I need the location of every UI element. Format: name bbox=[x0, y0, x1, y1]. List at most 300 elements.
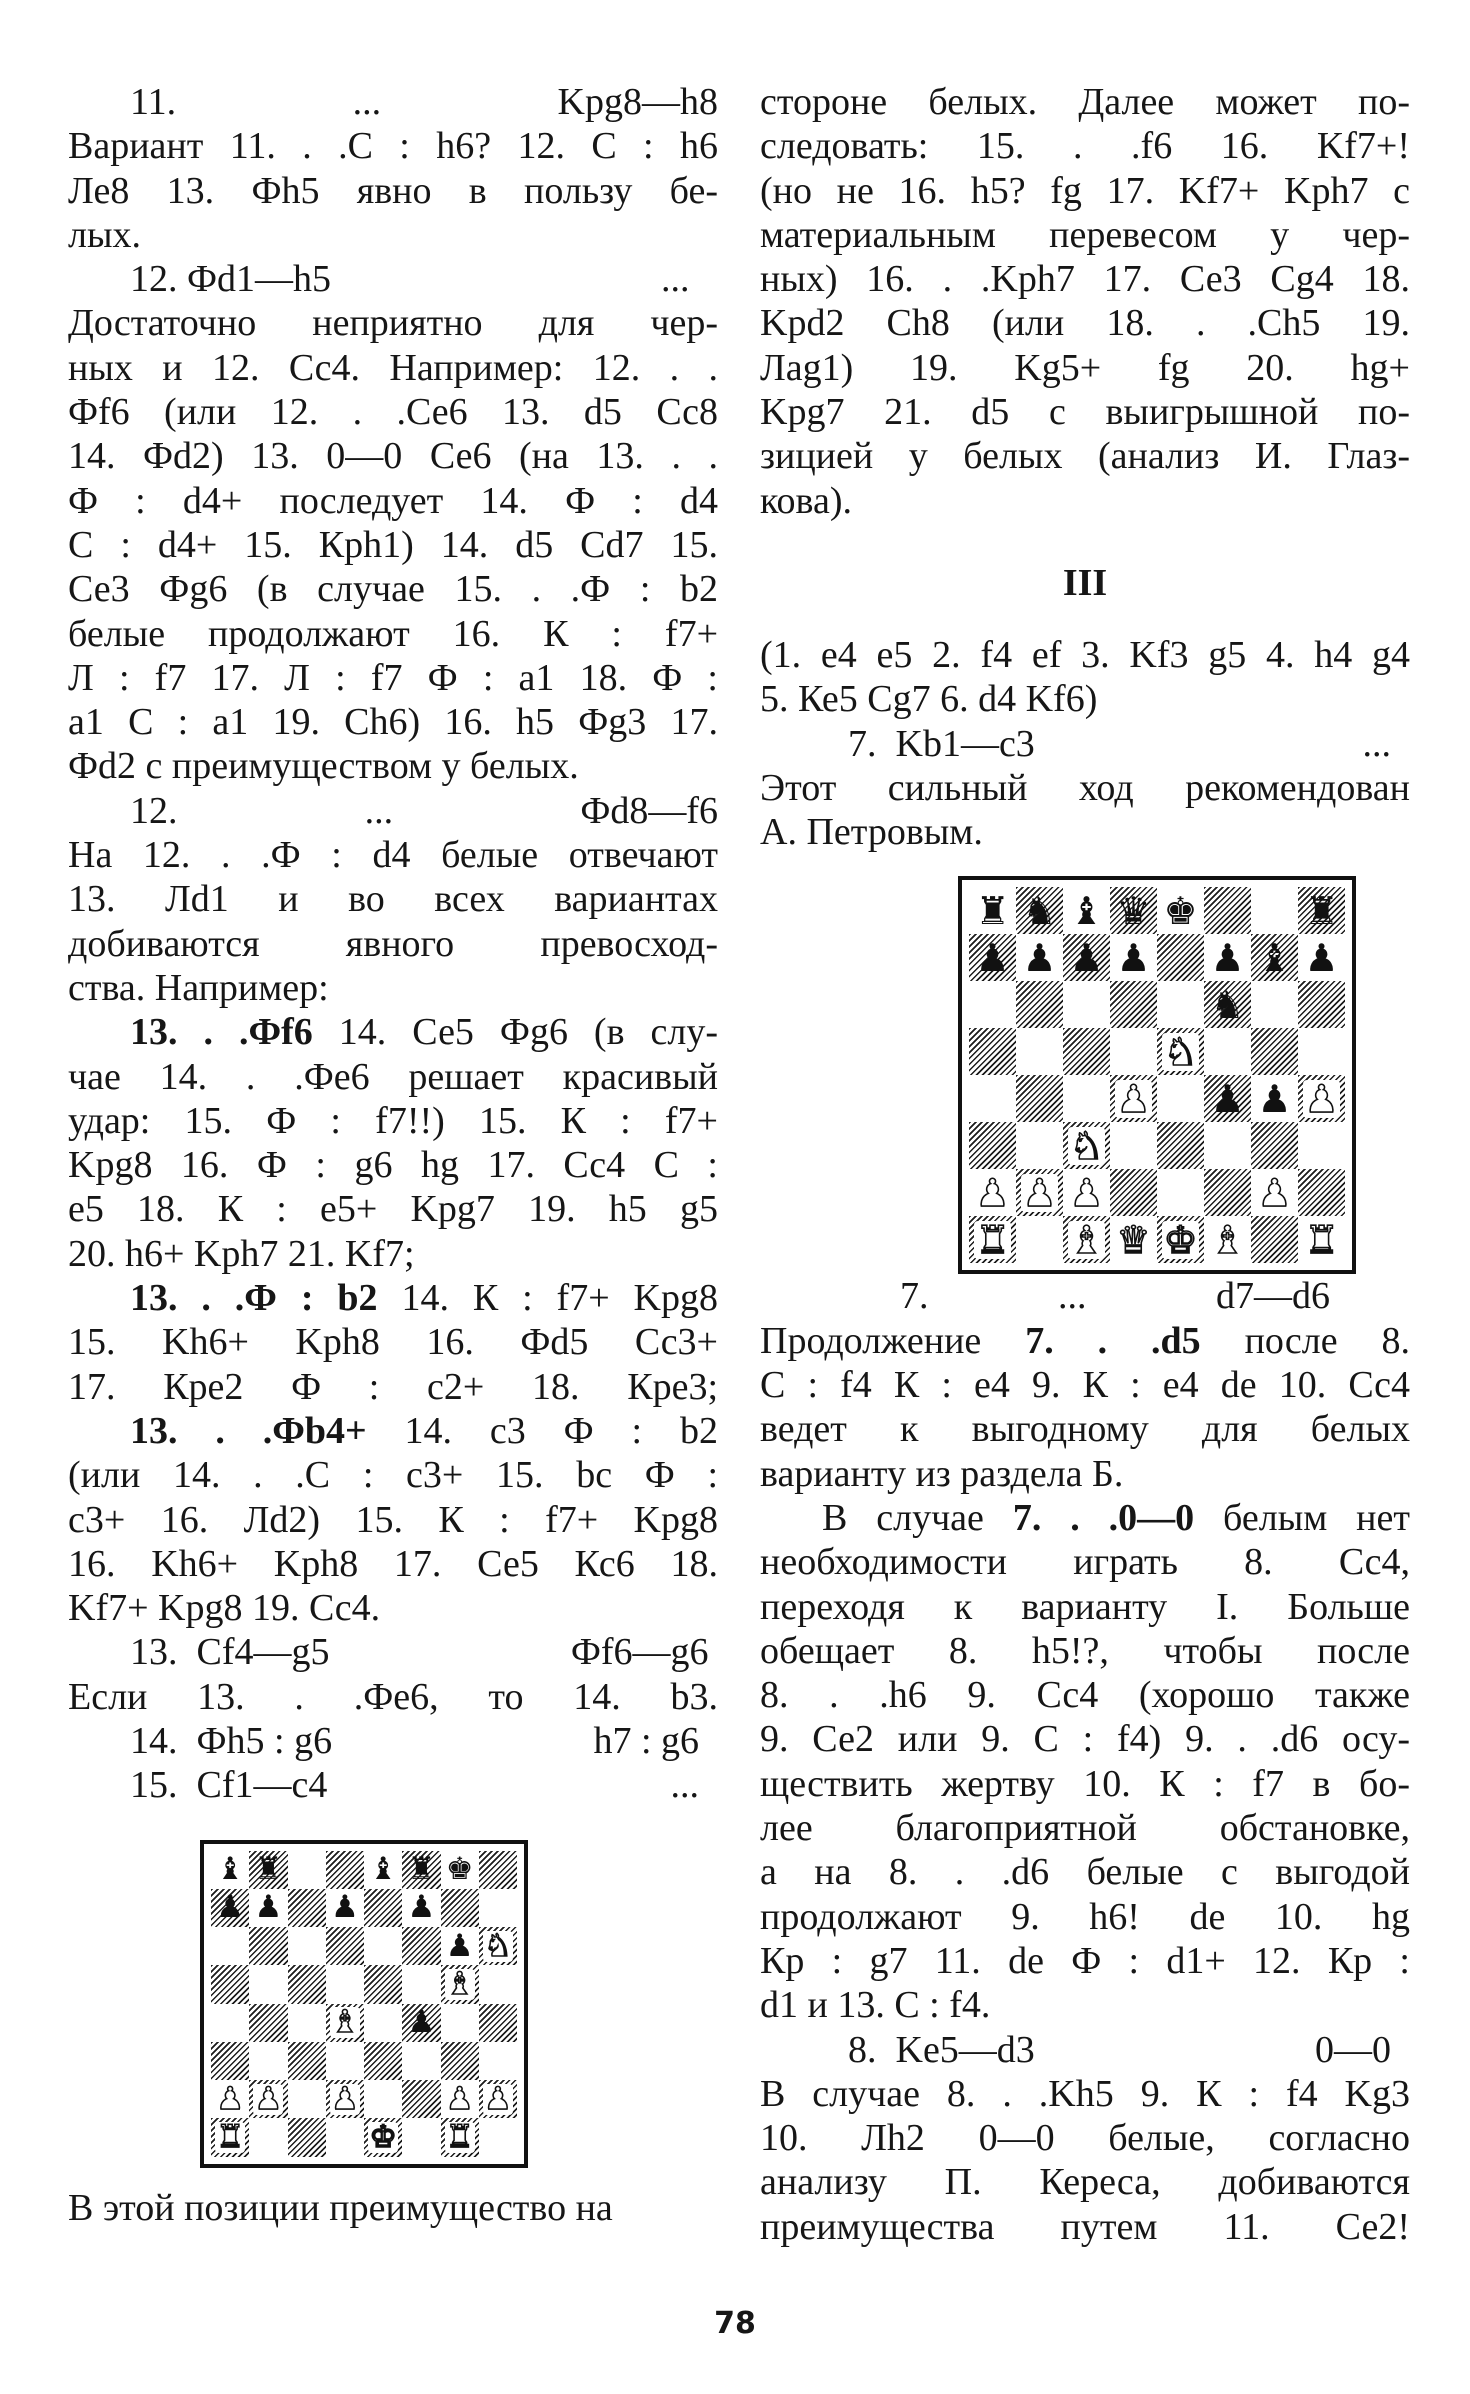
text-line bbox=[68, 2186, 718, 2230]
board-square bbox=[249, 1965, 287, 2003]
board-square bbox=[1110, 981, 1157, 1028]
white-knight-icon: ♞ bbox=[1069, 1123, 1104, 1168]
line-text: Kpg7 21. d5 с выигрышной по- bbox=[760, 391, 1410, 434]
text-line bbox=[68, 1320, 718, 1364]
text-line bbox=[760, 124, 1410, 168]
line-text: лее благоприятной обстановке, bbox=[760, 1807, 1410, 1850]
board-square bbox=[364, 1851, 402, 1889]
text-line bbox=[68, 1143, 718, 1187]
board-square bbox=[1016, 1216, 1063, 1263]
board-square bbox=[1157, 1028, 1204, 1075]
black-pawn-icon: ♟ bbox=[1257, 1076, 1292, 1121]
board-square bbox=[326, 2118, 364, 2156]
black-rook-icon: ♜ bbox=[1304, 888, 1339, 933]
line-text: ществить жертву 10. К : f7 в бо- bbox=[760, 1762, 1410, 1805]
board-square bbox=[402, 1965, 440, 2003]
white-queen-icon: ♛ bbox=[1116, 1217, 1151, 1262]
board-square bbox=[479, 2118, 517, 2156]
board-square bbox=[364, 1927, 402, 1965]
text-line bbox=[760, 80, 1410, 124]
board-square bbox=[211, 1965, 249, 2003]
line-text: (но не 16. h5? fg 17. Kf7+ Kph7 с bbox=[760, 169, 1410, 212]
text-line bbox=[760, 2116, 1410, 2160]
text-line bbox=[760, 1540, 1410, 1584]
line-text: Ле8 13. Фh5 явно в пользу бе- bbox=[68, 169, 718, 212]
line-text: 17. Кре2 Ф : с2+ 18. Кре3; bbox=[68, 1365, 718, 1408]
text-line bbox=[760, 346, 1410, 390]
text-line bbox=[760, 301, 1410, 345]
line-text: следовать: 15. . .f6 16. Kf7+! bbox=[760, 125, 1410, 168]
move-part: 7. bbox=[900, 1275, 929, 1318]
line-text: 20. h6+ Kph7 21. Kf7; bbox=[68, 1232, 415, 1275]
board-square bbox=[364, 1889, 402, 1927]
board-square bbox=[441, 1889, 479, 1927]
text-line bbox=[68, 833, 718, 877]
line-text: белым нет bbox=[1194, 1496, 1410, 1539]
text-line bbox=[68, 1099, 718, 1143]
line-text: Кр : g7 11. de Ф : d1+ 12. Кр : bbox=[760, 1939, 1410, 1982]
black-pawn-icon: ♟ bbox=[1116, 935, 1151, 980]
board-square bbox=[364, 2042, 402, 2080]
line-text: В случае 8. . .Kh5 9. К : f4 Kg3 bbox=[760, 2072, 1410, 2115]
board-square bbox=[1298, 981, 1345, 1028]
line-text: С : d4+ 15. Кph1) 14. d5 Cd7 15. bbox=[68, 523, 718, 566]
board-square bbox=[402, 2004, 440, 2042]
white-pawn-icon: ♟ bbox=[1069, 1170, 1104, 1215]
white-bishop-icon: ♝ bbox=[445, 1965, 474, 2002]
line-text: Л : f7 17. Л : f7 Ф : a1 18. Ф : bbox=[68, 656, 718, 699]
left-text-top bbox=[68, 80, 718, 1808]
line-text: кова). bbox=[760, 479, 852, 522]
text-line bbox=[760, 1629, 1410, 1673]
line-text: Kpg8 16. Ф : g6 hg 17. Сс4 С : bbox=[68, 1144, 718, 1187]
move-part: 12. bbox=[130, 789, 178, 832]
board-square bbox=[1251, 934, 1298, 981]
text-line bbox=[760, 1407, 1410, 1451]
line-text: Ф : d4+ последует 14. Ф : d4 bbox=[68, 479, 718, 522]
black-bishop-icon: ♝ bbox=[216, 1851, 245, 1888]
black-pawn-icon: ♟ bbox=[1069, 935, 1104, 980]
text-line bbox=[68, 1232, 718, 1276]
bold-move: 13. . .Фf6 bbox=[130, 1011, 313, 1054]
board-square bbox=[1204, 1122, 1251, 1169]
board-square bbox=[969, 934, 1016, 981]
text-line bbox=[68, 390, 718, 434]
chess-diagram-position-after-7-kb1-c3 bbox=[958, 876, 1356, 1274]
move-part: d7—d6 bbox=[1216, 1275, 1330, 1318]
board-square bbox=[1251, 1216, 1298, 1263]
black-pawn-icon: ♟ bbox=[1304, 935, 1339, 980]
board-square bbox=[969, 1028, 1016, 1075]
white-bishop-icon: ♝ bbox=[1069, 1217, 1104, 1262]
board-square bbox=[211, 2042, 249, 2080]
board-square bbox=[326, 2004, 364, 2042]
board-square bbox=[969, 887, 1016, 934]
line-text: Если 13. . .Фе6, то 14. b3. bbox=[68, 1675, 718, 1718]
board-square bbox=[1063, 1028, 1110, 1075]
board-square bbox=[1157, 934, 1204, 981]
black-pawn-icon: ♟ bbox=[407, 1889, 436, 1926]
board-square bbox=[288, 2080, 326, 2118]
board-square bbox=[402, 1851, 440, 1889]
line-text-prefix: Продолжение bbox=[760, 1319, 1026, 1362]
board-square bbox=[249, 2118, 287, 2156]
line-text: ведет к выгодному для белых bbox=[760, 1408, 1410, 1451]
left-column bbox=[68, 80, 718, 2230]
board-square bbox=[479, 1965, 517, 2003]
board-square bbox=[1110, 887, 1157, 934]
text-line bbox=[760, 1806, 1410, 1850]
board-square bbox=[1016, 887, 1063, 934]
move-part: 11. bbox=[130, 81, 177, 123]
move-part: Фd8—f6 bbox=[580, 789, 718, 832]
board-square bbox=[479, 1927, 517, 1965]
text-line bbox=[760, 1717, 1410, 1761]
move-part: ... bbox=[1058, 1275, 1087, 1318]
white-bishop-icon: ♝ bbox=[1210, 1217, 1245, 1262]
text-line bbox=[68, 656, 718, 700]
line-text: а на 8. . .d6 белые с выгодой bbox=[760, 1851, 1410, 1894]
line-text: (или 14. . .С : с3+ 15. bc Ф : bbox=[68, 1454, 718, 1497]
board-square bbox=[1157, 887, 1204, 934]
board-square bbox=[326, 1927, 364, 1965]
text-line bbox=[760, 2205, 1410, 2249]
board-square bbox=[479, 1851, 517, 1889]
black-pawn-icon: ♟ bbox=[1022, 935, 1057, 980]
board-square bbox=[1298, 1169, 1345, 1216]
board-square bbox=[364, 2004, 402, 2042]
line-text: 14. Фd2) 13. 0—0 Се6 (на 13. . . bbox=[68, 435, 718, 478]
text-line bbox=[760, 1939, 1410, 1983]
text-line bbox=[760, 553, 1410, 613]
board-square bbox=[402, 2080, 440, 2118]
board-square bbox=[364, 2118, 402, 2156]
text-line bbox=[68, 744, 718, 788]
line-text: переходя к варианту I. Больше bbox=[760, 1585, 1410, 1628]
board-square bbox=[1298, 1216, 1345, 1263]
move-part: 14. Фh5 : g6 bbox=[130, 1719, 333, 1762]
text-line bbox=[760, 810, 1410, 854]
white-knight-icon: ♞ bbox=[483, 1927, 512, 1964]
board-square bbox=[1204, 934, 1251, 981]
board-square bbox=[364, 1965, 402, 2003]
board-square bbox=[211, 1851, 249, 1889]
text-line bbox=[760, 2028, 1410, 2072]
text-line bbox=[68, 213, 718, 257]
board-square bbox=[1157, 1216, 1204, 1263]
board-grid bbox=[969, 887, 1345, 1263]
board-square bbox=[288, 2042, 326, 2080]
board-square bbox=[326, 1851, 364, 1889]
text-line bbox=[760, 2072, 1410, 2116]
line-text: Вариант 11. . .С : h6? 12. С : h6 bbox=[68, 125, 718, 168]
white-pawn-icon: ♟ bbox=[1304, 1076, 1339, 1121]
line-text: лых. bbox=[68, 213, 141, 256]
text-line bbox=[68, 1187, 718, 1231]
board-square bbox=[441, 2080, 479, 2118]
line-text: Лag1) 19. Kg5+ fg 20. hg+ bbox=[760, 346, 1410, 389]
line-text: 5. Ке5 Cg7 6. d4 Kf6) bbox=[760, 678, 1098, 721]
board-square bbox=[249, 2042, 287, 2080]
black-rook-icon: ♜ bbox=[254, 1851, 283, 1888]
text-line bbox=[68, 966, 718, 1010]
text-line bbox=[760, 677, 1410, 721]
text-line bbox=[68, 1010, 718, 1054]
board-square bbox=[249, 2004, 287, 2042]
board-square bbox=[326, 1965, 364, 2003]
board-square bbox=[1016, 1028, 1063, 1075]
line-text: ных и 12. Сс4. Например: 12. . . bbox=[68, 346, 718, 389]
black-pawn-icon: ♟ bbox=[216, 1889, 245, 1926]
right-column bbox=[760, 80, 1410, 2249]
line-text: 14. Се5 Фg6 (в слу- bbox=[312, 1011, 719, 1054]
bold-move: 13. . .Ф : b2 bbox=[130, 1277, 378, 1320]
line-text: с3+ 16. Лd2) 15. К : f7+ Kpg8 bbox=[68, 1498, 718, 1541]
board-square bbox=[1251, 1122, 1298, 1169]
black-bishop-icon: ♝ bbox=[1257, 935, 1292, 980]
white-pawn-icon: ♟ bbox=[1257, 1170, 1292, 1215]
white-pawn-icon: ♟ bbox=[975, 1170, 1010, 1215]
move-part: ... bbox=[661, 258, 718, 301]
board-square bbox=[1063, 981, 1110, 1028]
text-line bbox=[760, 1319, 1410, 1363]
text-line bbox=[760, 1983, 1410, 2027]
board-square bbox=[249, 2080, 287, 2118]
white-rook-icon: ♜ bbox=[1304, 1217, 1339, 1262]
text-line bbox=[760, 722, 1410, 766]
white-rook-icon: ♜ bbox=[975, 1217, 1010, 1262]
left-text-bottom bbox=[68, 2186, 718, 2230]
move-part: 13. Cf4—g5 bbox=[130, 1631, 330, 1674]
move-part: 7. Kb1—c3 bbox=[848, 722, 1035, 765]
board-square bbox=[1298, 1028, 1345, 1075]
board-square bbox=[1204, 1075, 1251, 1122]
text-line bbox=[68, 1763, 718, 1807]
board-square bbox=[288, 1851, 326, 1889]
text-line bbox=[68, 789, 718, 833]
text-line bbox=[68, 1365, 718, 1409]
board-square bbox=[1063, 1216, 1110, 1263]
move-part: 15. Cf1—c4 bbox=[130, 1764, 328, 1807]
text-line bbox=[68, 1498, 718, 1542]
line-text-prefix: В случае bbox=[822, 1496, 1013, 1539]
text-line bbox=[68, 567, 718, 611]
board-square bbox=[1251, 1075, 1298, 1122]
board-square bbox=[1157, 1122, 1204, 1169]
line-text: III bbox=[1062, 561, 1108, 604]
move-part: ... bbox=[352, 81, 382, 123]
board-square bbox=[211, 2080, 249, 2118]
board-square bbox=[211, 1889, 249, 1927]
text-line bbox=[760, 2160, 1410, 2204]
text-line bbox=[760, 479, 1410, 523]
white-pawn-icon: ♟ bbox=[1116, 1076, 1151, 1121]
line-text: материальным перевесом у чер- bbox=[760, 213, 1410, 256]
board-square bbox=[1016, 1122, 1063, 1169]
line-text: (1. е4 е5 2. f4 ef 3. Kf3 g5 4. h4 g4 bbox=[760, 633, 1410, 676]
white-pawn-icon: ♟ bbox=[483, 2080, 512, 2117]
black-knight-icon: ♞ bbox=[1022, 888, 1057, 933]
text-line bbox=[760, 1762, 1410, 1806]
chess-diagram-position-after-15-cf1-c4 bbox=[200, 1840, 528, 2168]
board-square bbox=[1157, 981, 1204, 1028]
line-text: белые продолжают 16. К : f7+ bbox=[68, 612, 718, 655]
white-king-icon: ♚ bbox=[1163, 1217, 1198, 1262]
text-line bbox=[760, 1895, 1410, 1939]
text-line bbox=[68, 479, 718, 523]
board-square bbox=[969, 981, 1016, 1028]
board-square bbox=[326, 1889, 364, 1927]
line-text: добиваются явного превосход- bbox=[68, 922, 718, 965]
move-part: Kpg8—h8 bbox=[557, 81, 718, 123]
line-text: 10. Лh2 0—0 белые, согласно bbox=[760, 2117, 1410, 2160]
board-square bbox=[1157, 1075, 1204, 1122]
board-square bbox=[1204, 887, 1251, 934]
board-square bbox=[1016, 934, 1063, 981]
line-text: обещает 8. h5!?, чтобы после bbox=[760, 1629, 1410, 1672]
bold-move: 13. . .Фb4+ bbox=[130, 1409, 367, 1452]
board-square bbox=[1251, 1028, 1298, 1075]
text-line bbox=[68, 169, 718, 213]
white-pawn-icon: ♟ bbox=[330, 2080, 359, 2117]
text-line bbox=[68, 346, 718, 390]
line-text: 14. с3 Ф : b2 bbox=[366, 1409, 718, 1452]
board-square bbox=[326, 2042, 364, 2080]
text-line bbox=[68, 1409, 718, 1453]
board-square bbox=[288, 1927, 326, 1965]
text-line bbox=[760, 1496, 1410, 1540]
line-text: Kf7+ Kpg8 19. Сс4. bbox=[68, 1587, 381, 1630]
text-line bbox=[68, 523, 718, 567]
board-square bbox=[441, 2118, 479, 2156]
board-square bbox=[211, 1927, 249, 1965]
line-text: ства. Например: bbox=[68, 966, 329, 1009]
line-text: 14. К : f7+ Kpg8 bbox=[377, 1277, 718, 1320]
text-line bbox=[68, 1276, 718, 1320]
board-square bbox=[1110, 1169, 1157, 1216]
text-line bbox=[68, 612, 718, 656]
board-square bbox=[1298, 1075, 1345, 1122]
board-square bbox=[441, 1965, 479, 2003]
black-bishop-icon: ♝ bbox=[369, 1851, 398, 1888]
text-line bbox=[760, 434, 1410, 478]
text-line bbox=[68, 1542, 718, 1586]
white-pawn-icon: ♟ bbox=[1022, 1170, 1057, 1215]
line-text: А. Петровым. bbox=[760, 811, 983, 854]
text-line bbox=[68, 434, 718, 478]
line-text: С : f4 К : е4 9. К : е4 de 10. Сс4 bbox=[760, 1364, 1410, 1407]
board-square bbox=[1204, 981, 1251, 1028]
board-square bbox=[1063, 1169, 1110, 1216]
board-square bbox=[288, 2004, 326, 2042]
board-square bbox=[969, 1216, 1016, 1263]
board-square bbox=[1110, 1216, 1157, 1263]
board-square bbox=[479, 2004, 517, 2042]
black-pawn-icon: ♟ bbox=[330, 1889, 359, 1926]
board-square bbox=[1110, 1075, 1157, 1122]
text-line bbox=[760, 390, 1410, 434]
black-rook-icon: ♜ bbox=[407, 1851, 436, 1888]
board-square bbox=[1204, 1216, 1251, 1263]
white-rook-icon: ♜ bbox=[216, 2118, 245, 2155]
text-line bbox=[68, 922, 718, 966]
text-line bbox=[760, 766, 1410, 810]
text-line bbox=[68, 1453, 718, 1497]
move-part: ... bbox=[670, 1764, 718, 1807]
board-square bbox=[288, 1965, 326, 2003]
board-square bbox=[479, 2042, 517, 2080]
board-square bbox=[1251, 887, 1298, 934]
line-text: На 12. . .Ф : d4 белые отвечают bbox=[68, 834, 718, 877]
text-line bbox=[68, 257, 718, 301]
line-text: анализу П. Кереса, добиваются bbox=[760, 2161, 1410, 2204]
line-text: Фd2 с преимуществом у белых. bbox=[68, 745, 579, 788]
line-text: d1 и 13. С : f4. bbox=[760, 1984, 991, 2027]
line-text: 8. . .h6 9. Сс4 (хорошо также bbox=[760, 1674, 1410, 1717]
board-square bbox=[441, 2004, 479, 2042]
text-line bbox=[760, 213, 1410, 257]
line-text: 13. Лd1 и во всех вариантах bbox=[68, 878, 718, 921]
line-text: a1 С : a1 19. Ch6) 16. h5 Фg3 17. bbox=[68, 701, 718, 744]
right-text-bottom bbox=[760, 1274, 1410, 2249]
board-square bbox=[249, 1927, 287, 1965]
text-line bbox=[68, 700, 718, 744]
text-line bbox=[68, 877, 718, 921]
black-pawn-icon: ♟ bbox=[1210, 935, 1245, 980]
line-text: В этой позиции преимущество на bbox=[68, 2186, 613, 2229]
text-line bbox=[760, 257, 1410, 301]
board-square bbox=[479, 2080, 517, 2118]
black-pawn-icon: ♟ bbox=[254, 1889, 283, 1926]
line-text: ных) 16. . .Kph7 17. Се3 Сg4 18. bbox=[760, 258, 1410, 301]
text-line bbox=[68, 80, 718, 124]
white-knight-icon: ♞ bbox=[1163, 1029, 1198, 1074]
black-king-icon: ♚ bbox=[1163, 888, 1198, 933]
board-square bbox=[288, 2118, 326, 2156]
text-line bbox=[68, 1055, 718, 1099]
board-square bbox=[402, 2042, 440, 2080]
black-pawn-icon: ♟ bbox=[1210, 1076, 1245, 1121]
move-part: 12. Фd1—h5 bbox=[130, 258, 332, 301]
board-square bbox=[441, 1927, 479, 1965]
white-king-icon: ♚ bbox=[369, 2118, 398, 2155]
black-queen-icon: ♛ bbox=[1116, 888, 1151, 933]
board-square bbox=[1298, 887, 1345, 934]
line-text: преимущества путем 11. Се2! bbox=[760, 2205, 1410, 2248]
line-text: удар: 15. Ф : f7!!) 15. К : f7+ bbox=[68, 1099, 718, 1142]
text-line bbox=[760, 633, 1410, 677]
line-text: 15. Kh6+ Kph8 16. Фd5 Сс3+ bbox=[68, 1321, 718, 1364]
board-square bbox=[1063, 887, 1110, 934]
line-text: Фf6 (или 12. . .Се6 13. d5 Сс8 bbox=[68, 391, 718, 434]
line-text: стороне белых. Далее может по- bbox=[760, 81, 1410, 123]
board-grid bbox=[211, 1851, 517, 2157]
line-text: продолжают 9. h6! de 10. hg bbox=[760, 1895, 1410, 1938]
board-square bbox=[969, 1075, 1016, 1122]
move-part: 8. Ke5—d3 bbox=[848, 2028, 1035, 2071]
board-square bbox=[1063, 1122, 1110, 1169]
move-part: ... bbox=[364, 789, 394, 832]
black-knight-icon: ♞ bbox=[1210, 982, 1245, 1027]
board-square bbox=[441, 2042, 479, 2080]
white-rook-icon: ♜ bbox=[445, 2118, 474, 2155]
line-text: Kpd2 Ch8 (или 18. . .Ch5 19. bbox=[760, 302, 1410, 345]
bold-move: 7. . .0—0 bbox=[1012, 1496, 1195, 1539]
line-text: Этот сильный ход рекомендован bbox=[760, 766, 1410, 809]
line-text: Се3 Фg6 (в случае 15. . .Ф : b2 bbox=[68, 568, 718, 611]
move-part: h7 : g6 bbox=[593, 1719, 718, 1762]
text-line bbox=[760, 1363, 1410, 1407]
